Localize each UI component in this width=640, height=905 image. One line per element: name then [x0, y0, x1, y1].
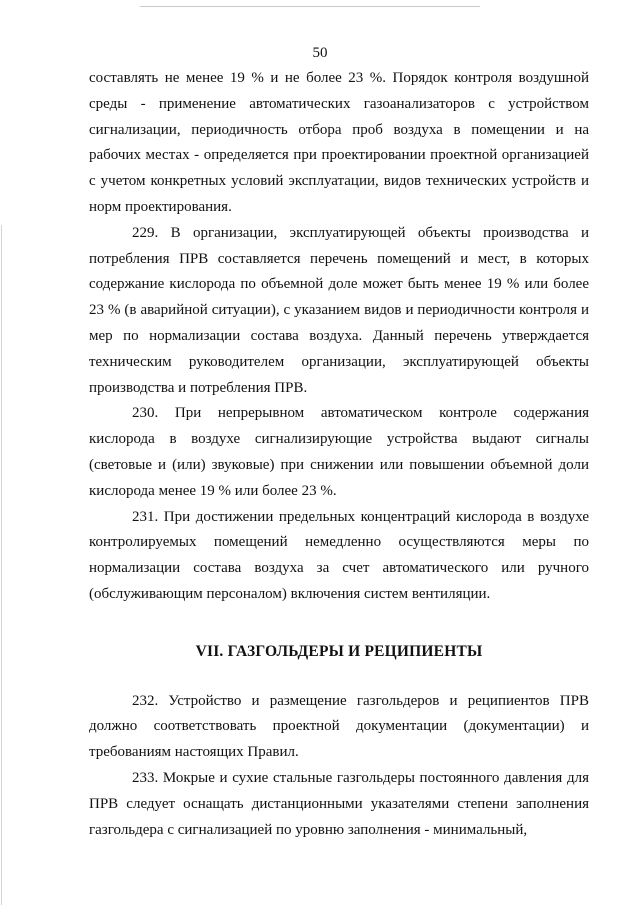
- document-body: [89, 66, 589, 843]
- paragraph-230: 230. При непрерывном автоматическом контроле содержания кислорода в воздухе сигнализирующие устройства выдают сигналы (световые и (или) звуковые) при снижении или повышении объемной доли кислорода менее 19 % или более 23 %.: [89, 405, 589, 499]
- section-heading: VII. ГАЗГОЛЬДЕРЫ И РЕЦИПИЕНТЫ: [195, 642, 483, 660]
- scan-edge-top: [140, 6, 480, 7]
- paragraph-231: 231. При достижении предельных концентраций кислорода в воздухе контролируемых помещений немедленно осуществляются меры по нормализации состава воздуха за счет автоматического или ручного (обслуживающим персоналом) включения систем вентиляции.: [89, 508, 589, 602]
- page-number: 50: [312, 45, 328, 61]
- paragraph-233: 233. Мокрые и сухие стальные газгольдеры постоянного давления для ПРВ следует оснащать дистанционными указателями степени заполнения газгольдера с сигнализацией по уровню заполнения - минимальный,: [89, 769, 589, 838]
- paragraph-continuation: составлять не менее 19 % и не более 23 %. Порядок контроля воздушной среды - применение автоматических газоанализаторов с устройством сигнализации, периодичность отбора проб воздуха в помещении и на рабочих местах - определяется при проектировании проектной организацией с учетом конкретных условий эксплуатации, видов технических устройств и норм проектирования.: [89, 70, 589, 215]
- scan-edge-left: [1, 225, 2, 905]
- paragraph-232: 232. Устройство и размещение газгольдеров и реципиентов ПРВ должно соответствовать проектной документации (документации) и требованиям настоящих Правил.: [89, 692, 589, 761]
- paragraph-229: 229. В организации, эксплуатирующей объекты производства и потребления ПРВ составляется перечень помещений и мест, в которых содержание кислорода по объемной доле может быть менее 19 % или более 23 % (в аварийной ситуации), с указанием видов и периодичности контроля и мер по нормализации состава воздуха. Данный перечень утверждается техническим руководителем организации, эксплуатирующей объекты производства и потребления ПРВ.: [89, 224, 589, 396]
